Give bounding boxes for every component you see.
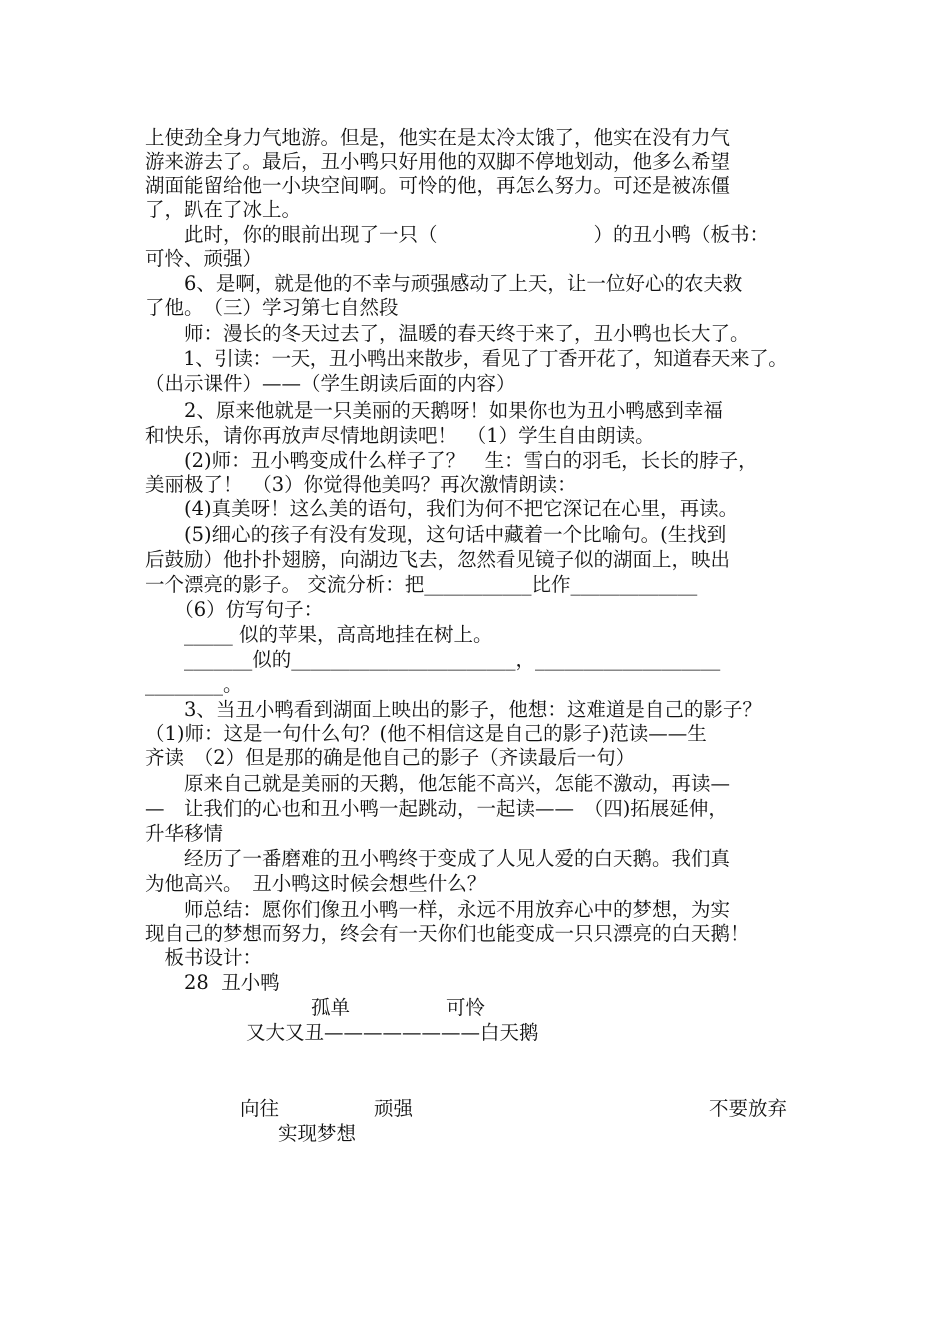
text-line: 了他。 （三）学习第七自然段 xyxy=(145,296,399,319)
text-line: （6）仿写句子： xyxy=(145,598,324,621)
text-line: 湖面能留给他一小块空间啊。可怜的他，再怎么努力。可还是被冻僵 xyxy=(145,174,731,197)
text-line: _______似的_______________________，___________________ xyxy=(145,648,721,671)
text-line: 2、原来他就是一只美丽的天鹅呀！如果你也为丑小鸭感到幸福 xyxy=(145,399,723,422)
board-word-tenacious: 顽强 xyxy=(374,1097,414,1120)
text-line: 后鼓励）他扑扑翅膀，向湖边飞去，忽然看见镜子似的湖面上，映出 xyxy=(145,548,731,571)
text-line: （1)师：这是一句什么句？(他不相信这是自己的影子)范读——生 xyxy=(145,722,707,745)
text-line: 上使劲全身力气地游。但是，他实在是太冷太饿了，他实在没有力气 xyxy=(145,126,731,149)
board-word-never-give-up: 不要放弃 xyxy=(709,1097,788,1120)
text-line: 现自己的梦想而努力，终会有一天你们也能变成一只只漂亮的白天鹅！ xyxy=(145,922,750,945)
text-line: 经历了一番磨难的丑小鸭终于变成了人见人爱的白天鹅。我们真 xyxy=(145,847,731,870)
text-line: 可怜、顽强） xyxy=(145,247,263,270)
text-line: 6、是啊，就是他的不幸与顽强感动了上天，让一位好心的农夫救 xyxy=(145,272,743,295)
board-word-achieve-dream: 实现梦想 xyxy=(278,1122,357,1145)
text-line: 升华移情 xyxy=(145,822,224,845)
text-line: （出示课件）——（学生朗读后面的内容） xyxy=(145,372,516,395)
text-line: 师总结：愿你们像丑小鸭一样，永远不用放弃心中的梦想，为实 xyxy=(145,898,731,921)
text-line: 1、引读：一天，丑小鸭出来散步，看见了丁香开花了，知道春天来了。 xyxy=(145,347,788,370)
board-word-pitiful: 可怜 xyxy=(446,996,486,1019)
text-line: 此时，你的眼前出现了一只（ ）的丑小鸭（板书： xyxy=(145,223,770,246)
text-line: 28 丑小鸭 xyxy=(145,971,280,994)
text-line: 为他高兴。 丑小鸭这时候会想些什么？ xyxy=(145,872,487,895)
text-line: ________。 xyxy=(145,673,243,696)
board-word-lonely: 孤单 xyxy=(311,996,351,1019)
text-line: 原来自己就是美丽的天鹅，他怎能不高兴，怎能不激动，再读— xyxy=(145,772,731,795)
text-line: 游来游去了。最后，丑小鸭只好用他的双脚不停地划动，他多么希望 xyxy=(145,150,731,173)
text-line: 和快乐，请你再放声尽情地朗读吧！ （1）学生自由朗读。 xyxy=(145,424,655,447)
text-line: 3、当丑小鸭看到湖面上映出的影子，他想：这难道是自己的影子？ xyxy=(145,698,762,721)
text-line: (5)细心的孩子有没有发现，这句话中藏着一个比喻句。(生找到 xyxy=(145,523,727,546)
text-line: _____ 似的苹果，高高地挂在树上。 xyxy=(145,623,493,646)
text-line: (4)真美呀！这么美的语句，我们为何不把它深记在心里，再读。 xyxy=(145,497,739,520)
text-line: 了，趴在了冰上。 xyxy=(145,198,302,221)
text-line: 板书设计： xyxy=(145,946,263,969)
text-line: 美丽极了！ （3）你觉得他美吗？再次激情朗读： xyxy=(145,473,577,496)
board-word-yearn: 向往 xyxy=(240,1097,280,1120)
text-line: 一个漂亮的影子。 交流分析：把___________比作_____________ xyxy=(145,573,698,596)
text-line: 师：漫长的冬天过去了，温暖的春天终于来了，丑小鸭也长大了。 xyxy=(145,322,750,345)
board-transformation-line: 又大又丑————————白天鹅 xyxy=(246,1021,539,1044)
text-line: — 让我们的心也和丑小鸭一起跳动，一起读—— （四)拓展延伸， xyxy=(145,797,728,820)
text-line: 齐读 （2）但是那的确是他自己的影子（齐读最后一句） xyxy=(145,746,636,769)
text-line: (2)师：丑小鸭变成什么样子了？ 生：雪白的羽毛，长长的脖子， xyxy=(145,449,758,472)
